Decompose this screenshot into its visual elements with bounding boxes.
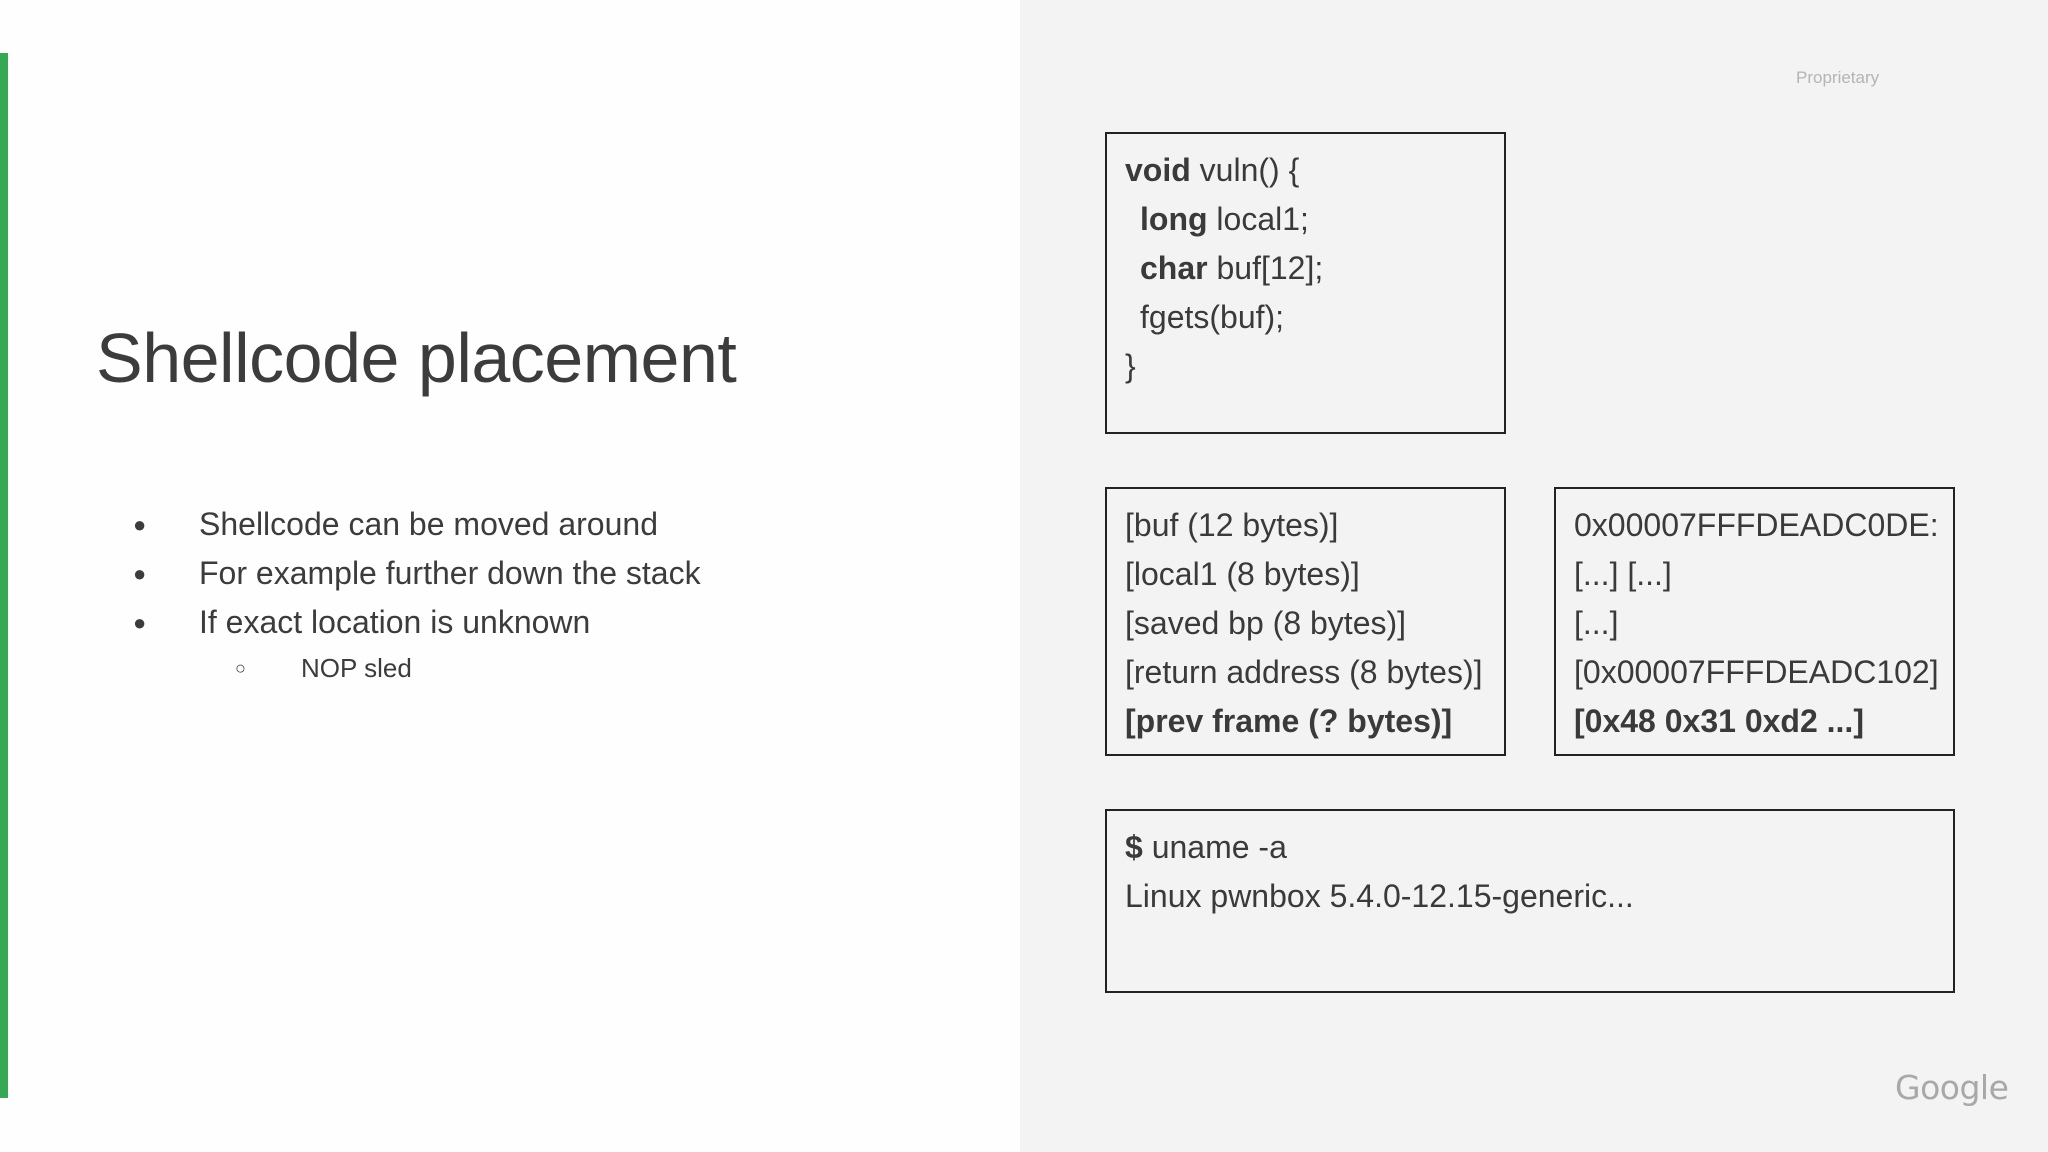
terminal-output: Linux pwnbox 5.4.0-12.15-generic... [1125, 878, 1634, 914]
slide-title: Shellcode placement [96, 319, 737, 397]
code-text: vuln() { [1190, 152, 1300, 188]
memory-line: [0x00007FFFDEADC102] [1574, 654, 1939, 690]
stack-line-highlight: [prev frame (? bytes)] [1125, 703, 1453, 739]
bullet-text: For example further down the stack [199, 555, 701, 591]
code-text: buf[12]; [1207, 250, 1324, 286]
bullet-text: If exact location is unknown [199, 604, 591, 640]
code-text: } [1125, 348, 1136, 384]
code-line [1125, 293, 1486, 342]
terminal-prompt: $ [1125, 829, 1143, 865]
memory-line: [...] [1574, 605, 1619, 641]
memory-dump-box [1554, 487, 1955, 756]
stack-line: [buf (12 bytes)] [1125, 507, 1339, 543]
google-logo: Google [1895, 1068, 2009, 1107]
code-keyword: long [1140, 201, 1208, 237]
code-keyword: void [1125, 152, 1191, 188]
code-text: local1; [1207, 201, 1309, 237]
code-line [1125, 244, 1486, 293]
bullet-dot-icon: ● [133, 512, 147, 537]
memory-line: 0x00007FFFDEADC0DE: [1574, 507, 1939, 543]
terminal-command-line [1125, 823, 1935, 872]
code-keyword: char [1140, 250, 1208, 286]
proprietary-label: Proprietary [1796, 68, 1880, 87]
stack-line: [saved bp (8 bytes)] [1125, 605, 1407, 641]
stack-line: [return address (8 bytes)] [1125, 654, 1483, 690]
bullet-dot-icon: ● [133, 610, 147, 635]
terminal-command: uname -a [1142, 829, 1287, 865]
bullet-dot-icon: ● [133, 561, 147, 586]
code-line [1125, 195, 1486, 244]
accent-bar [0, 53, 8, 1098]
bullet-text: Shellcode can be moved around [199, 506, 658, 542]
sub-bullet-text: NOP sled [301, 653, 412, 683]
code-box [1105, 132, 1506, 434]
sub-bullet-circle-icon: ○ [235, 658, 246, 678]
stack-layout-box [1105, 487, 1506, 756]
terminal-box [1105, 809, 1955, 993]
code-text: fgets(buf); [1140, 299, 1285, 335]
stack-line: [local1 (8 bytes)] [1125, 556, 1360, 592]
memory-line: [...] [...] [1574, 556, 1672, 592]
code-line [1125, 342, 1486, 391]
code-line [1125, 146, 1486, 195]
memory-line-highlight: [0x48 0x31 0xd2 ...] [1574, 703, 1864, 739]
